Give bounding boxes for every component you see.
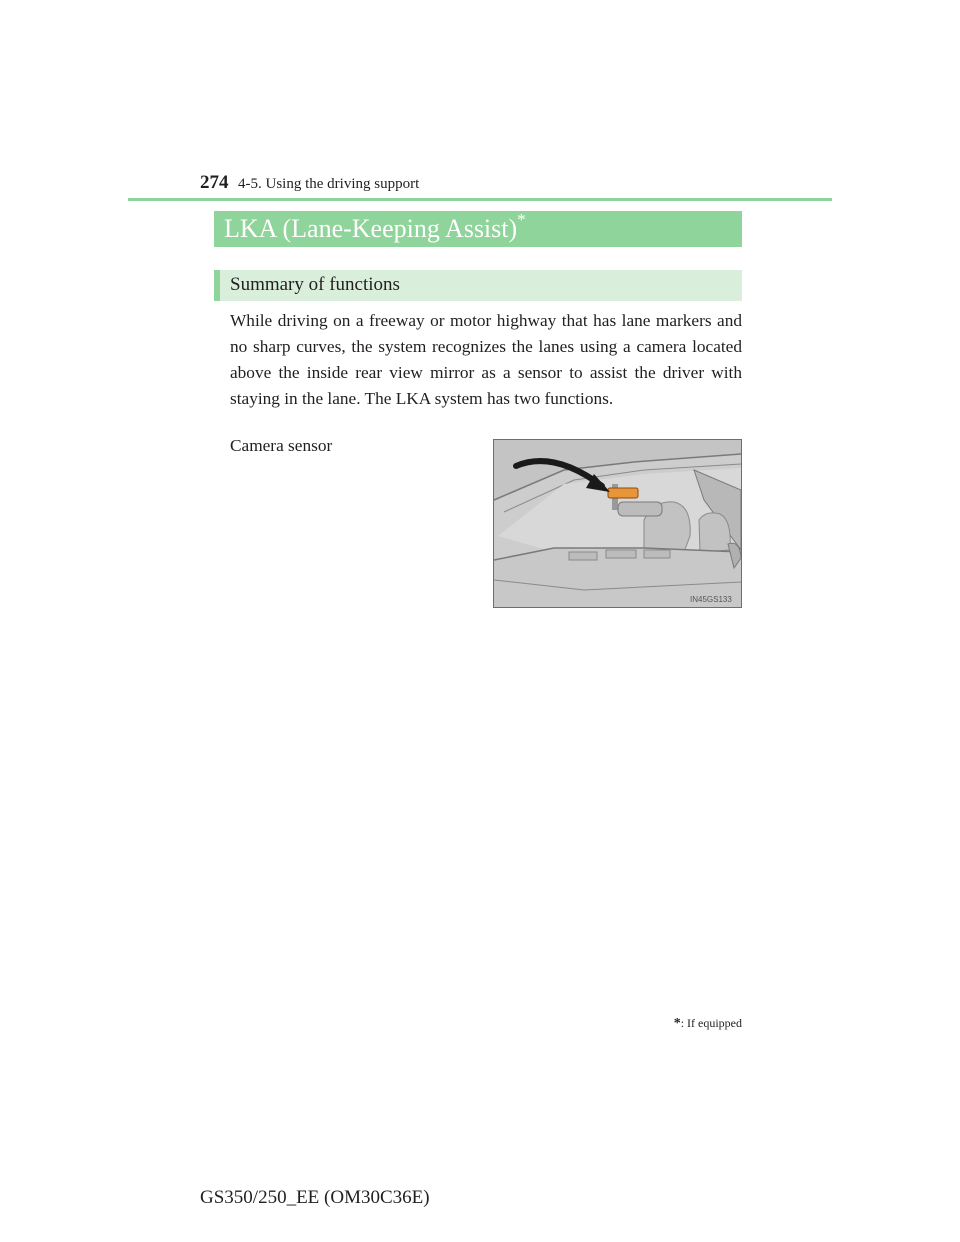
footnote-text: : If equipped xyxy=(680,1016,742,1030)
figure-label: Camera sensor xyxy=(230,436,333,455)
subsection-title: Summary of functions xyxy=(230,274,400,295)
title-footnote-marker: * xyxy=(517,210,526,229)
page-title-text: LKA (Lane-Keeping Assist) xyxy=(224,214,518,243)
subsection-header xyxy=(214,270,742,301)
body-paragraph: While driving on a freeway or motor highway that has lane markers and no sharp curves, the system recognizes the lanes using a camera located above the inside rear view mirror as a sensor to assist the driver with staying in the lane. The LKA system has two functions. xyxy=(230,311,742,408)
footnote xyxy=(600,1016,742,1032)
page-title-bar xyxy=(214,211,742,247)
header-divider xyxy=(128,198,832,201)
page-number: 274 xyxy=(200,172,229,193)
camera-sensor-illustration xyxy=(493,439,742,608)
section-label: 4-5. Using the driving support xyxy=(238,176,420,192)
footer-model-code: GS350/250_EE (OM30C36E) xyxy=(200,1187,430,1208)
subsection-accent xyxy=(214,270,220,301)
page-title xyxy=(224,210,526,244)
footnote-marker: * xyxy=(673,1016,681,1031)
figure-code: IN45GS133 xyxy=(690,595,732,604)
